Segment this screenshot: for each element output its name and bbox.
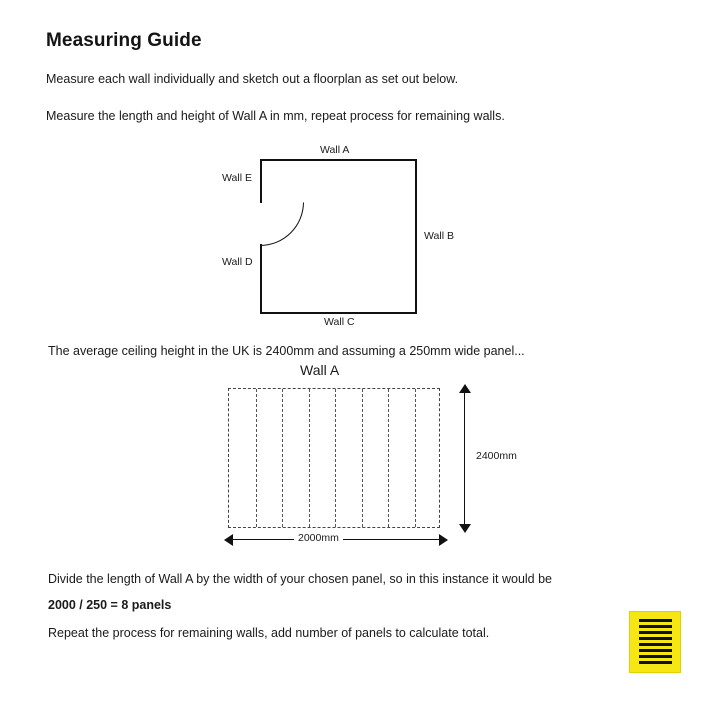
door-swing-icon <box>260 202 304 246</box>
panel-wall-rectangle <box>228 388 440 528</box>
calculation-text: 2000 / 250 = 8 panels <box>48 598 172 612</box>
wall-c-line <box>260 312 417 314</box>
repeat-paragraph: Repeat the process for remaining walls, add number of panels to calculate total. <box>48 626 490 640</box>
panel-diagram <box>200 362 530 557</box>
floorplan-label-wall-c: Wall C <box>324 316 355 328</box>
ceiling-height-paragraph: The average ceiling height in the UK is 2400mm and assuming a 250mm wide panel... <box>48 344 525 358</box>
floorplan-label-wall-d: Wall D <box>222 256 253 268</box>
wall-e-line <box>260 159 262 203</box>
panel-divider <box>335 389 336 527</box>
brand-logo <box>629 611 681 673</box>
floorplan-diagram <box>200 140 500 330</box>
floorplan-label-wall-a: Wall A <box>320 144 350 156</box>
wall-b-line <box>415 159 417 314</box>
panel-diagram-title: Wall A <box>300 362 340 378</box>
height-arrow-down-icon <box>459 524 471 533</box>
panel-divider <box>415 389 416 527</box>
page-title: Measuring Guide <box>46 30 202 51</box>
height-dimension-line <box>464 390 465 526</box>
panel-divider <box>256 389 257 527</box>
floorplan-label-wall-b: Wall B <box>424 230 454 242</box>
panel-divider <box>362 389 363 527</box>
panel-divider <box>309 389 310 527</box>
width-arrow-right-icon <box>439 534 448 546</box>
slat-panel-icon <box>639 619 672 666</box>
wall-a-line <box>260 159 417 161</box>
height-dimension-label: 2400mm <box>476 450 517 462</box>
floorplan-label-wall-e: Wall E <box>222 172 252 184</box>
intro-paragraph: Measure each wall individually and sketch out a floorplan as set out below. <box>46 72 459 86</box>
width-dimension-label: 2000mm <box>294 532 343 544</box>
panel-divider <box>388 389 389 527</box>
instruction-paragraph: Measure the length and height of Wall A in mm, repeat process for remaining walls. <box>46 109 505 123</box>
wall-d-line <box>260 244 262 314</box>
floorplan-room-outline <box>260 159 417 314</box>
divide-paragraph: Divide the length of Wall A by the width of your chosen panel, so in this instance it would be <box>48 572 552 586</box>
panel-divider <box>282 389 283 527</box>
